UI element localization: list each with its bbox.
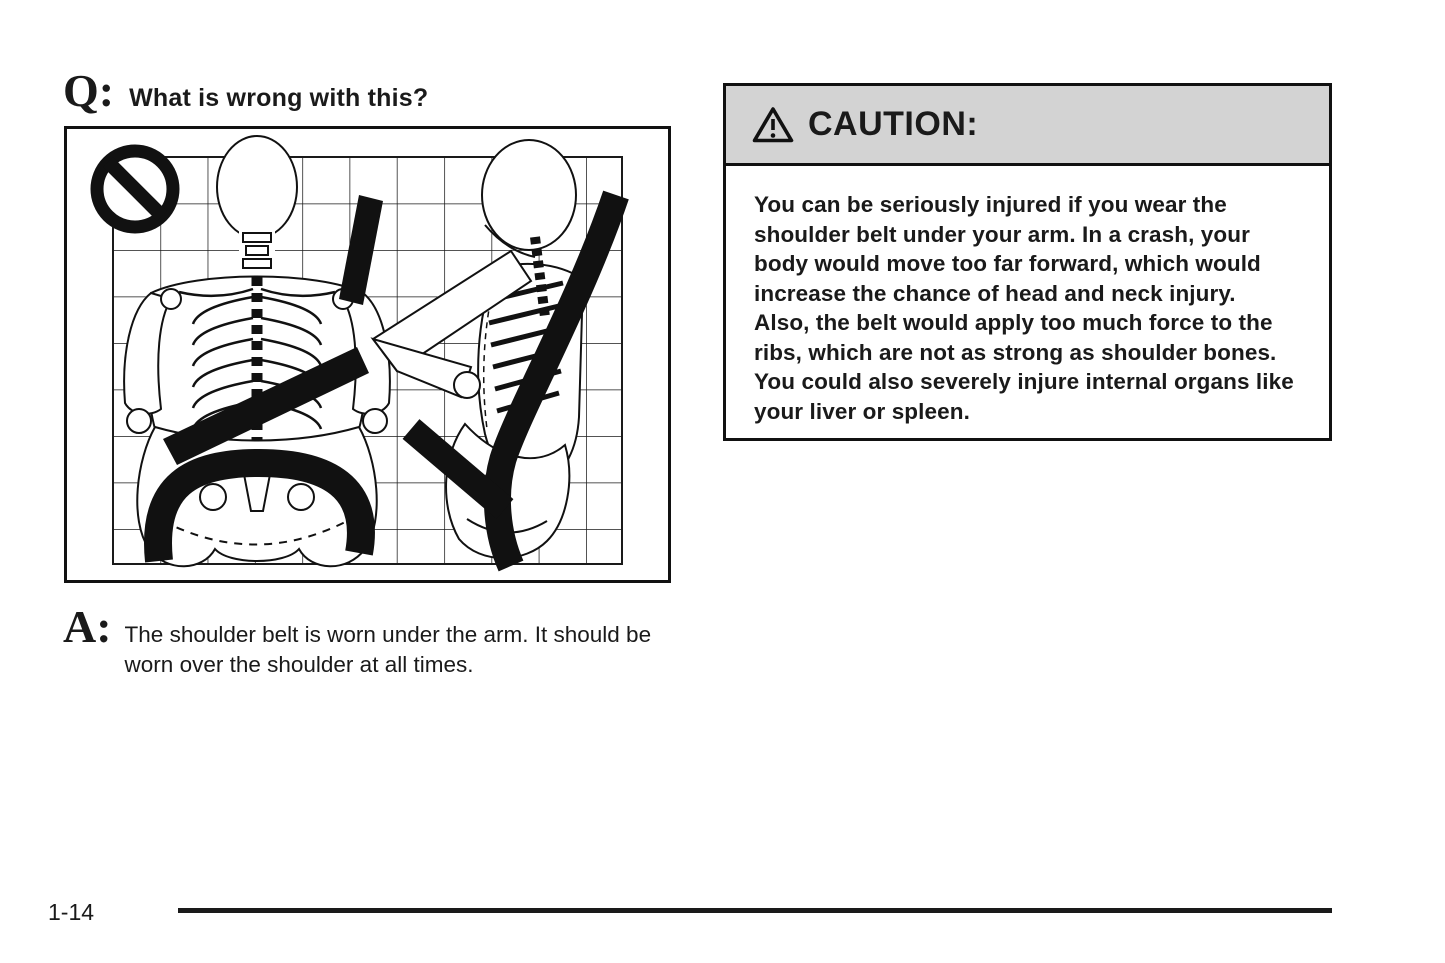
question-heading [63,65,429,116]
question-label: Q: [63,65,115,116]
answer-text: The shoulder belt is worn under the arm. It should be worn over the shoulder at all times. [124,622,652,677]
caution-header [726,86,1329,166]
page-number: 1-14 [48,899,95,925]
seatbelt-illustration-box [64,126,671,583]
caution-title: CAUTION: [808,105,979,143]
answer-block [63,601,681,680]
caution-body-text: You can be seriously injured if you wear the shoulder belt under your arm. In a crash, your body would move too far forward, which would increase the chance of head and neck injury. Also, the belt would apply too much force to the ribs, which are not as strong as shoulder bones. You could also severely injure internal organs like your liver or spleen. [754,192,1294,424]
prohibition-icon [97,151,173,227]
answer-label: A: [63,601,112,652]
warning-triangle-icon [752,106,794,144]
caution-box [723,83,1332,441]
question-text: What is wrong with this? [129,84,429,112]
footer-rule [178,908,1332,913]
skeleton-seatbelt-illustration [67,129,668,580]
